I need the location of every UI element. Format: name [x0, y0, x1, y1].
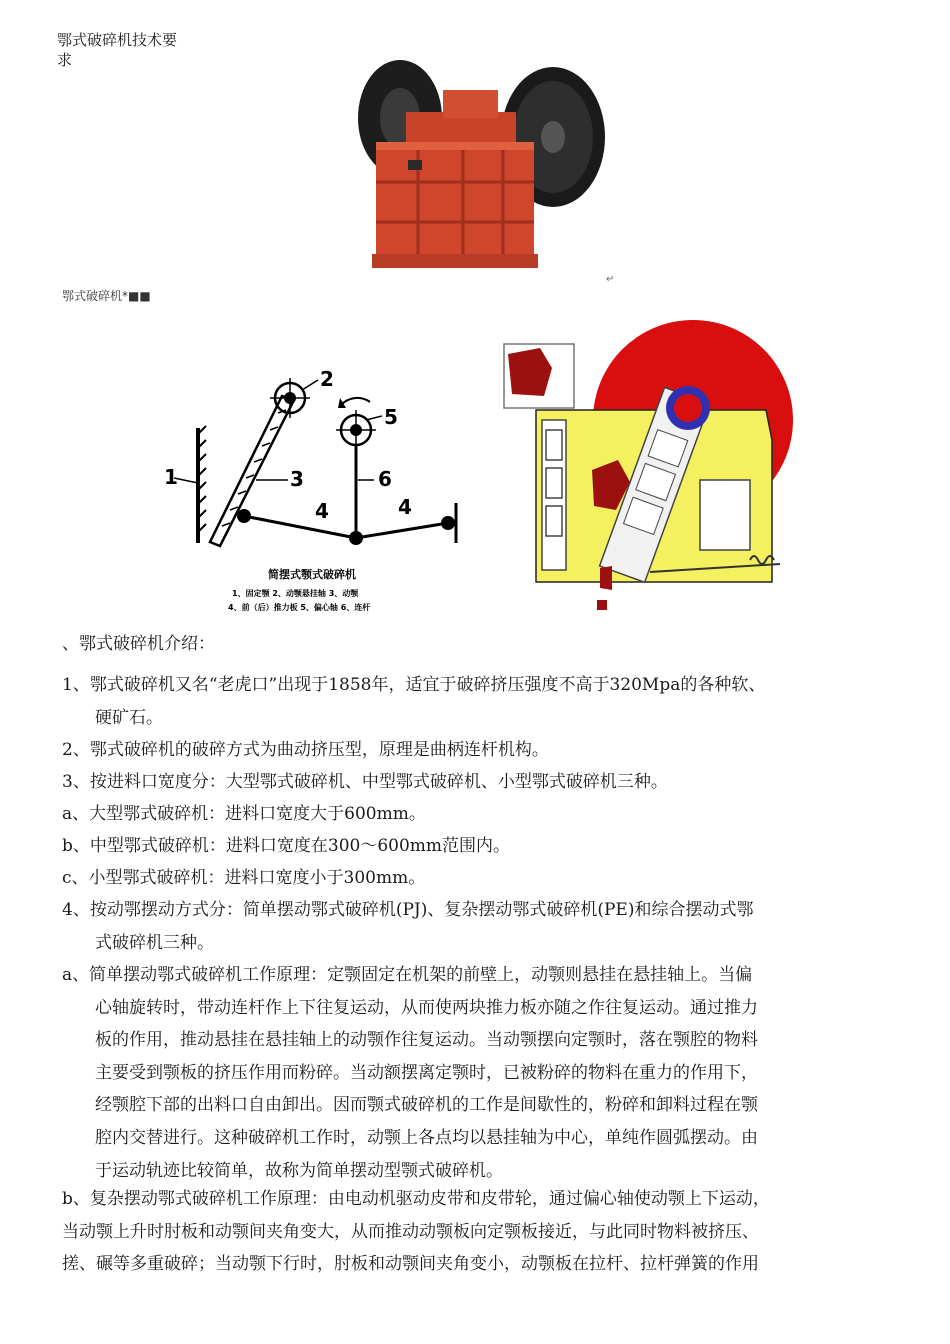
diagram-legend-line: 4、前（后）推力板 5、偏心轴 6、连杆: [228, 603, 371, 612]
item-line: a、简单摆动鄂式破碎机工作原理：定颚固定在机架的前壁上，动颚则悬挂在悬挂轴上。当偏: [62, 965, 753, 985]
list-item: [62, 894, 902, 959]
item-line: 板的作用，推动悬挂在悬挂轴上的动颚作往复运动。当动颚摆向定颚时，落在颚腔的物料: [95, 1030, 758, 1051]
item-line: 心轴旋转时，带动连杆作上下往复运动，从而使两块推力板亦随之作往复运动。通过推力: [95, 997, 758, 1018]
jaw-crusher-illustration: [348, 42, 615, 286]
label-3: 3: [290, 467, 304, 491]
item-line: 硬矿石。: [95, 707, 163, 728]
list-item: [62, 862, 902, 895]
item-line: c、小型鄂式破碎机：进料口宽度小于300mm。: [62, 868, 426, 888]
photo-caption: 鄂式破碎机*■■: [62, 289, 151, 303]
label-4a: 4: [315, 499, 329, 523]
list-item: [62, 959, 902, 1187]
item-line: 4、按动鄂摆动方式分：简单摆动鄂式破碎机(PJ)、复杂摆动鄂式破碎机(PE)和综合摆动式鄂: [62, 900, 754, 920]
label-6: 6: [378, 467, 392, 491]
list-item: [62, 830, 902, 863]
title-line: 求: [57, 51, 73, 69]
cutaway-illustration: [500, 320, 800, 615]
list-item: [62, 766, 902, 799]
section-heading: 、鄂式破碎机介绍：: [62, 634, 215, 654]
item-line: 当动颚上升时肘板和动颚间夹角变大，从而推动动颚板向定颚板接近，与此同时物料被挤压、: [62, 1221, 759, 1242]
label-2: 2: [320, 367, 334, 391]
list-item: [62, 734, 902, 767]
item-line: 于运动轨迹比较简单，故称为简单摆动型颚式破碎机。: [95, 1160, 503, 1181]
item-line: 腔内交替进行。这种破碎机工作时，动颚上各点均以悬挂轴为中心，单纯作圆弧摆动。由: [95, 1127, 758, 1148]
label-5: 5: [384, 405, 398, 429]
title-line: 鄂式破碎机技术要: [57, 31, 178, 49]
svg-text:↵: ↵: [606, 274, 615, 285]
item-line: 式破碎机三种。: [95, 932, 214, 953]
item-line: 2、鄂式破碎机的破碎方式为曲动挤压型，原理是曲柄连杆机构。: [62, 740, 549, 760]
label-4b: 4: [398, 495, 412, 519]
schematic-diagram: [160, 368, 470, 618]
list-item: [62, 798, 902, 831]
diagram-legend-line: 1、固定颚 2、动颚悬挂轴 3、动颚: [232, 589, 359, 598]
item-line: 3、按进料口宽度分：大型鄂式破碎机、中型鄂式破碎机、小型鄂式破碎机三种。: [62, 772, 668, 792]
document-title: [57, 30, 207, 70]
item-line: a、大型鄂式破碎机：进料口宽度大于600mm。: [62, 804, 426, 824]
item-line: 主要受到颚板的挤压作用而粉碎。当动额摆离定颚时，已被粉碎的物料在重力的作用下，: [95, 1062, 758, 1083]
label-1: 1: [164, 465, 178, 489]
item-line: b、复杂摆动鄂式破碎机工作原理：由电动机驱动皮带和皮带轮，通过偏心轴使动颚上下运动，: [62, 1189, 770, 1209]
jaw-crusher-photo: [348, 42, 615, 286]
item-line: 经颚腔下部的出料口自由卸出。因而颚式破碎机的工作是间歇性的，粉碎和卸料过程在颚: [95, 1095, 758, 1116]
item-line: 搓、碾等多重破碎；当动颚下行时，肘板和动颚间夹角变小，动颚板在拉杆、拉杆弹簧的作用: [62, 1254, 759, 1275]
list-item: [62, 669, 902, 734]
item-line: b、中型鄂式破碎机：进料口宽度在300〜600mm范围内。: [62, 836, 511, 856]
list-item: [62, 1183, 902, 1281]
item-line: 1、鄂式破碎机又名“老虎口”出现于1858年，适宜于破碎挤压强度不高于320Mpa的各种软、: [62, 675, 766, 695]
diagram-caption: 简摆式颚式破碎机: [268, 568, 356, 581]
